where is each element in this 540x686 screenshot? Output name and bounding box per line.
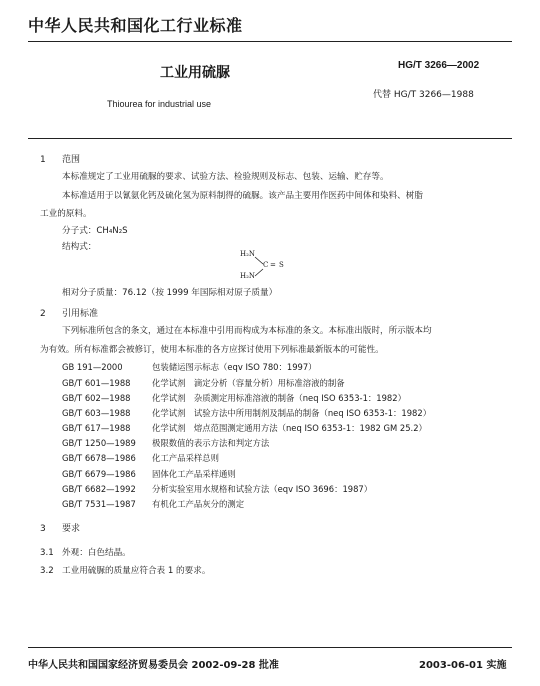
section-number: 2 bbox=[40, 309, 46, 319]
reference-code: GB/T 601—1988 bbox=[62, 378, 131, 388]
section-title: 范围 bbox=[62, 155, 81, 165]
reference-item bbox=[62, 437, 269, 449]
scope-paragraph-1: 本标准规定了工业用硫脲的要求、试验方法、检验规则及标志、包装、运输、贮存等。 bbox=[62, 172, 389, 182]
reference-title: 化学试剂 杂质测定用标准溶液的制备（neq ISO 6353-1：1982） bbox=[152, 393, 406, 403]
reference-item bbox=[62, 468, 236, 480]
reference-title: 化学试剂 试验方法中所用制剂及制品的制备（neq ISO 6353-1：1982） bbox=[152, 408, 432, 418]
section-2-heading bbox=[40, 306, 98, 319]
scope-paragraph-2-line-2: 工业的原料。 bbox=[40, 209, 92, 219]
standard-title-en: Thiourea for industrial use bbox=[107, 99, 212, 109]
clause-number: 3.2 bbox=[40, 566, 54, 576]
normative-intro-line-2: 为有效。所有标准都会被修订，使用本标准的各方应探讨使用下列标准最新版本的可能性。 bbox=[40, 345, 384, 355]
reference-code: GB/T 603—1988 bbox=[62, 408, 131, 418]
reference-code: GB/T 6679—1986 bbox=[62, 469, 136, 479]
reference-code: GB/T 6682—1992 bbox=[62, 484, 136, 494]
reference-title: 极限数值的表示方法和判定方法 bbox=[152, 438, 270, 448]
reference-code: GB/T 617—1988 bbox=[62, 423, 131, 433]
reference-code: GB/T 7531—1987 bbox=[62, 499, 136, 509]
sulfur-atom: S bbox=[279, 261, 284, 269]
reference-item bbox=[62, 377, 345, 389]
replaces-standard: 代替 HG/T 3266—1988 bbox=[373, 90, 474, 100]
section-1-heading bbox=[40, 152, 80, 165]
reference-item bbox=[62, 498, 244, 510]
reference-code: GB/T 602—1988 bbox=[62, 393, 131, 403]
section-title: 要求 bbox=[62, 524, 81, 534]
implementation-date: 2003-06-01 实施 bbox=[419, 660, 507, 671]
reference-title: 化工产品采样总则 bbox=[152, 453, 219, 463]
approval-statement: 中华人民共和国国家经济贸易委员会 2002-09-28 批准 bbox=[28, 660, 279, 671]
reference-item bbox=[62, 483, 372, 495]
thiourea-structure bbox=[238, 250, 298, 284]
header-divider bbox=[28, 41, 512, 42]
requirement-3-1 bbox=[40, 546, 131, 558]
reference-item bbox=[62, 392, 406, 404]
clause-number: 3.1 bbox=[40, 548, 54, 558]
standard-title-cn: 工业用硫脲 bbox=[160, 65, 230, 81]
reference-title: 有机化工产品灰分的测定 bbox=[152, 499, 245, 509]
section-number: 3 bbox=[40, 524, 46, 534]
standard-number: HG/T 3266—2002 bbox=[398, 60, 480, 71]
reference-code: GB 191—2000 bbox=[62, 362, 123, 372]
scope-paragraph-2-line-1: 本标准适用于以氰氨化钙及硫化氢为原料制得的硫脲。该产品主要用作医药中间体和染料、树脂 bbox=[62, 191, 423, 201]
section-title: 引用标准 bbox=[62, 309, 99, 319]
reference-code: GB/T 6678—1986 bbox=[62, 453, 136, 463]
section-3-heading bbox=[40, 521, 80, 534]
normative-intro-line-1: 下列标准所包含的条文，通过在本标准中引用而构成为本标准的条文。本标准出版时，所示版本均 bbox=[62, 326, 432, 336]
footer-divider bbox=[28, 647, 512, 648]
reference-item bbox=[62, 407, 431, 419]
reference-title: 包装储运图示标志（eqv ISO 780：1997） bbox=[152, 362, 317, 372]
reference-item bbox=[62, 452, 219, 464]
structural-formula-label: 结构式： bbox=[62, 242, 97, 252]
reference-title: 分析实验室用水规格和试验方法（eqv ISO 3696：1987） bbox=[152, 484, 373, 494]
reference-title: 固体化工产品采样通则 bbox=[152, 469, 236, 479]
central-carbon: C bbox=[263, 261, 269, 269]
reference-item bbox=[62, 422, 427, 434]
section-number: 1 bbox=[40, 155, 46, 165]
reference-title: 化学试剂 滴定分析（容量分析）用标准溶液的制备 bbox=[152, 378, 345, 388]
amine-group-top: H₂N bbox=[240, 250, 256, 258]
molecular-formula: 分子式：CH₄N₂S bbox=[62, 226, 128, 236]
amine-group-bottom: H₂N bbox=[240, 272, 256, 280]
relative-molecular-mass: 相对分子质量：76.12（按 1999 年国际相对原子质量） bbox=[62, 288, 278, 298]
clause-text: 外观：白色结晶。 bbox=[62, 548, 131, 558]
requirement-3-2 bbox=[40, 564, 210, 576]
reference-item bbox=[62, 361, 317, 373]
double-bond: = bbox=[270, 261, 276, 269]
title-divider bbox=[28, 138, 512, 139]
standard-category-title: 中华人民共和国化工行业标准 bbox=[28, 16, 243, 35]
reference-code: GB/T 1250—1989 bbox=[62, 438, 136, 448]
reference-title: 化学试剂 熔点范围测定通用方法（neq ISO 6353-1：1982 GM 25.2） bbox=[152, 423, 427, 433]
clause-text: 工业用硫脲的质量应符合表 1 的要求。 bbox=[62, 566, 211, 576]
